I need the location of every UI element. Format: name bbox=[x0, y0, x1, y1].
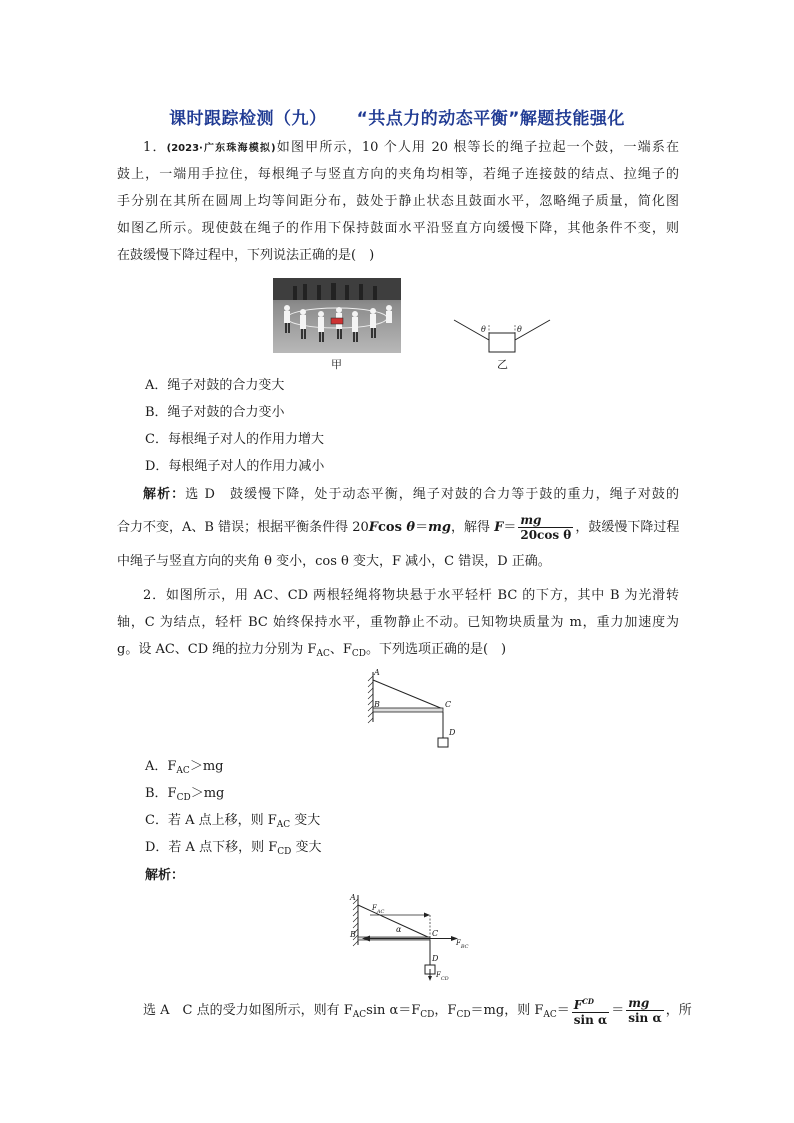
drum-photo-image bbox=[273, 278, 401, 353]
fraction-mg-over-sin: $\frac{mg}{\text{sin α}}$ bbox=[628, 996, 662, 1025]
q2-analysis-label: 解析： bbox=[145, 868, 185, 883]
q2-label-d: D bbox=[449, 728, 456, 737]
q2-label-b: B bbox=[374, 700, 380, 709]
q1-line-1: 1．(2023·广东珠海模拟)如图甲所示，10 个人用 20 根等长的绳子拉起一个鼓，一端系在 bbox=[143, 140, 679, 155]
fd-label-fcd: $F_{CD}$ bbox=[436, 971, 449, 982]
q2-analysis-final-line: 选 A C 点的受力如图所示，则有 $F_{AC}\sin$ $\alpha=F_{CD}$，$F_{CD}=mg$，则 $F_{AC}=$ $\frac{F^{CD}}{\text{sin α}}$ ＝ $\frac{mg}{\text{sin α}}$ ，所 bbox=[143, 996, 692, 1027]
title-left: 课时跟踪检测（九） bbox=[169, 109, 327, 129]
q1-option-b[interactable]: B．绳子对鼓的合力变小 bbox=[145, 405, 285, 420]
question-2 bbox=[117, 582, 679, 663]
fraction-mg-over-20cos: $\frac{mg}{\text{20cos θ}}$ bbox=[520, 513, 572, 542]
force-diagram-svg bbox=[348, 893, 478, 981]
fd-label-fbc: $F_{BC}$ bbox=[456, 939, 469, 950]
q1-analysis bbox=[117, 481, 679, 575]
q2-option-b[interactable]: B．$F_{CD}>mg$ bbox=[145, 786, 225, 803]
fd-label-fac: $F_{AC}$ bbox=[372, 904, 385, 915]
q2-label-a: A bbox=[374, 668, 380, 677]
q1-analysis-line-2: 合力不变，A、B 错误；根据平衡条件得 20Fcos θ＝mg，解得 F＝ $\frac{mg}{\text{20cos θ}}$ ，鼓缓慢下降过程 bbox=[117, 513, 680, 542]
fd-label-d: D bbox=[432, 954, 439, 963]
drum-diagram bbox=[452, 316, 552, 358]
q1-option-c[interactable]: C．每根绳子对人的作用力增大 bbox=[145, 432, 324, 447]
q1-line-5: 在鼓缓慢下降过程中，下列说法正确的是( ) bbox=[117, 248, 375, 263]
theta-right-label: θ bbox=[517, 325, 522, 334]
q1-analysis-line-3: 中绳子与竖直方向的夹角 θ 变小，cos θ 变大，F 减小，C 错误，D 正确。 bbox=[117, 554, 551, 569]
q2-option-c[interactable]: C．若 A 点上移，则 $F_{AC}$ 变大 bbox=[145, 813, 321, 830]
q1-source: (2023·广东珠海模拟) bbox=[166, 143, 276, 154]
caption-jia: 甲 bbox=[331, 358, 342, 371]
q2-label-c: C bbox=[445, 700, 452, 709]
q1-line-2: 鼓上，一端用手拉住，每根绳子与竖直方向的夹角均相等，若绳子连接鼓的结点、拉绳子的 bbox=[117, 167, 679, 182]
q2-figure bbox=[363, 668, 463, 750]
title-right: “共点力的动态平衡”解题技能强化 bbox=[356, 109, 625, 129]
q2-option-d[interactable]: D．若 A 点下移，则 $F_{CD}$ 变大 bbox=[145, 840, 322, 857]
figure-yi-diagram bbox=[452, 316, 552, 358]
q2-rod-diagram bbox=[363, 668, 463, 750]
q2-analysis-final bbox=[117, 993, 692, 1029]
fd-label-b: B bbox=[350, 930, 356, 939]
q1-line-4: 如图乙所示。现使鼓在绳子的作用下保持鼓面水平沿竖直方向缓慢下降，其他条件不变，则 bbox=[117, 221, 679, 236]
q1-analysis-line-1: 解析：选 D 鼓缓慢下降，处于动态平衡，绳子对鼓的合力等于鼓的重力，绳子对鼓的 bbox=[143, 487, 679, 502]
fd-label-alpha: α bbox=[396, 925, 402, 934]
q2-option-a[interactable]: A．$F_{AC}>mg$ bbox=[145, 759, 224, 776]
theta-left-label: θ bbox=[481, 325, 486, 334]
q2-line-1: 2．如图所示，用 AC、CD 两根轻绳将物块悬于水平轻杆 BC 的下方，其中 B 为光滑转 bbox=[143, 588, 679, 603]
q2-line-2: 轴，C 为结点，轻杆 BC 始终保持水平，重物静止不动。已知物块质量为 m，重力加速度为 bbox=[117, 615, 679, 630]
q1-line-3: 手分别在其所在圆周上均等间距分布，鼓处于静止状态且鼓面水平，忽略绳子质量，简化图 bbox=[117, 194, 679, 209]
caption-yi: 乙 bbox=[497, 358, 508, 371]
q1-option-d[interactable]: D．每根绳子对人的作用力减小 bbox=[145, 459, 325, 474]
fraction-fcd-over-sin: $\frac{F^{CD}}{\text{sin α}}$ bbox=[573, 996, 608, 1027]
q2-force-diagram bbox=[348, 893, 478, 981]
question-1 bbox=[117, 134, 679, 269]
q2-line-3: g。设 AC、CD 绳的拉力分别为 $F_{AC}$、$F_{CD}$。下列选项正确的是( ) bbox=[117, 642, 507, 659]
fd-label-c: C bbox=[432, 929, 439, 938]
figure-jia-photo bbox=[273, 278, 401, 353]
q1-option-a[interactable]: A．绳子对鼓的合力变大 bbox=[145, 378, 285, 393]
fd-label-a: A bbox=[350, 893, 356, 902]
page-title bbox=[0, 104, 794, 129]
